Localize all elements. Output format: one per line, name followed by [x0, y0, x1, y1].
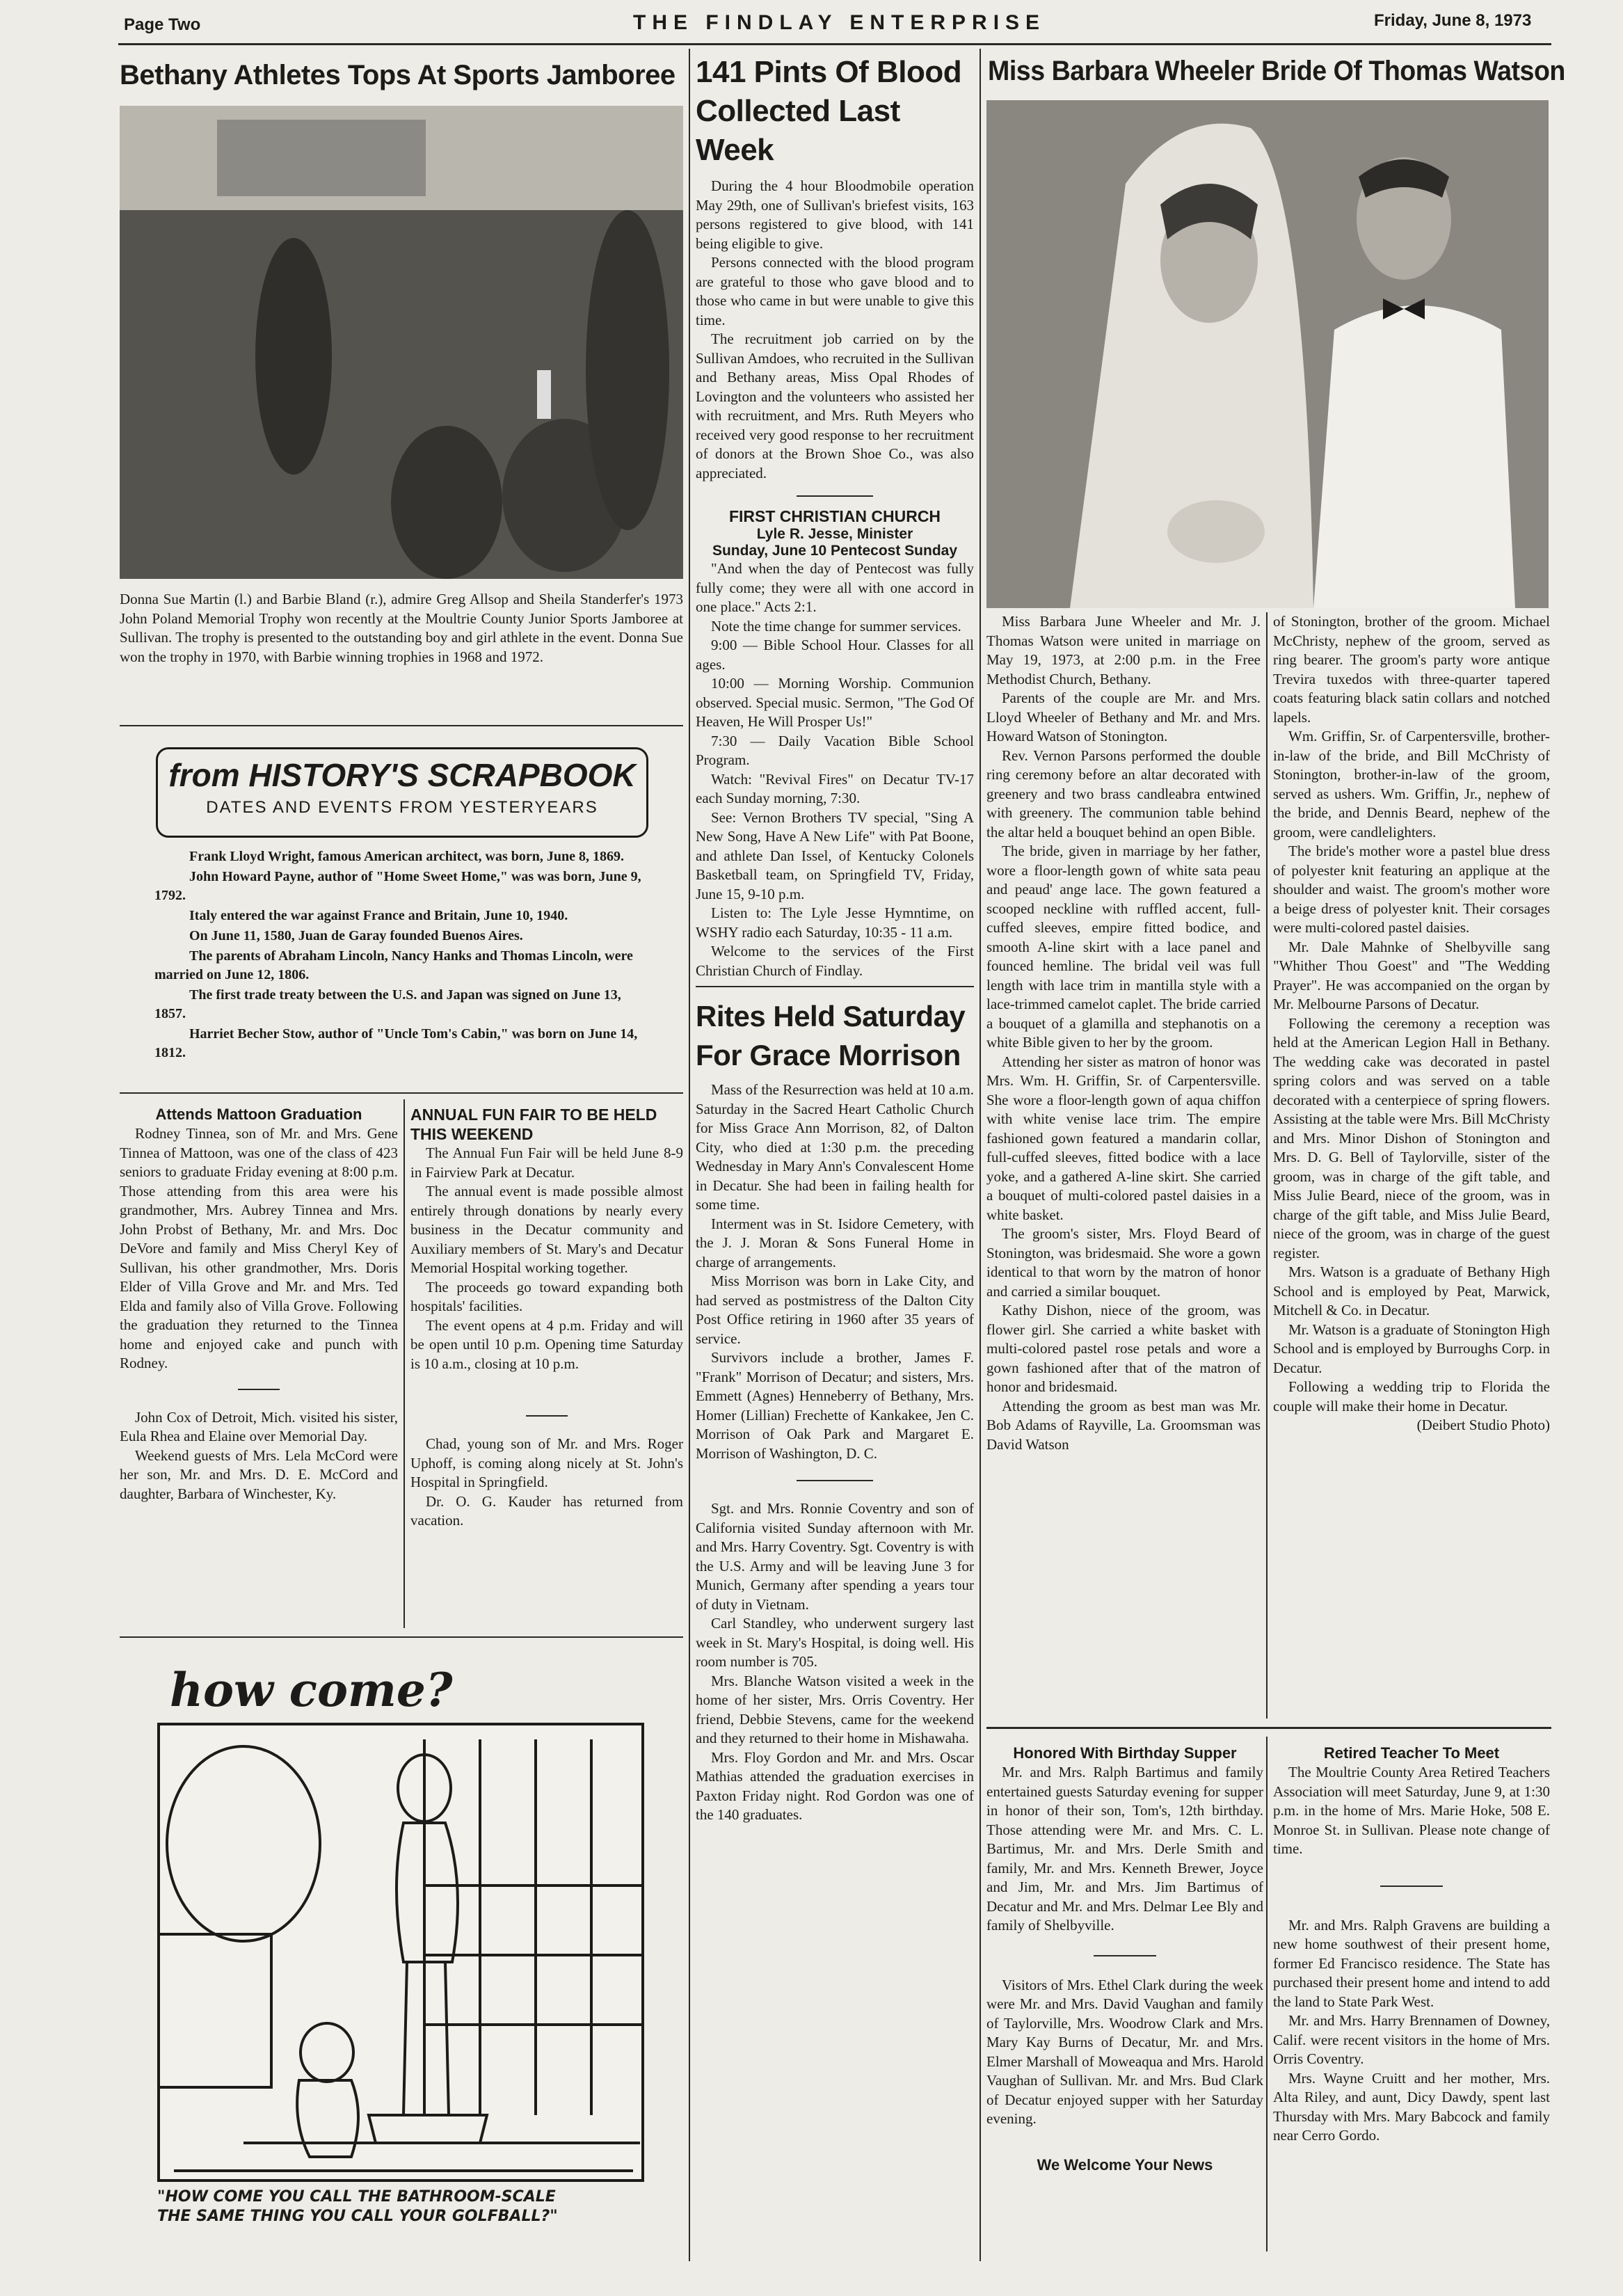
rites-headline-line: For Grace Morrison	[696, 1039, 961, 1071]
scrapbook-title: from HISTORY'S SCRAPBOOK	[168, 757, 636, 793]
cartoon-title: how come?	[170, 1663, 453, 1717]
scrapbook-box	[156, 747, 648, 838]
news-footer: We Welcome Your News	[1037, 2155, 1213, 2174]
wedding-column-2	[1273, 612, 1550, 1435]
cartoon-caption-line: "HOW COME YOU CALL THE BATHROOM-SCALE	[157, 2188, 556, 2206]
wedding-paragraph: Miss Barbara June Wheeler and Mr. J. Thomas Watson were united in marriage on May 19, 1973, at 2:00 p.m. in the Free Methodist Church, Bethany.	[986, 613, 1261, 687]
rites-paragraph: Sgt. and Mrs. Ronnie Coventry and son of California visited Sunday afternoon with Mr. and Mrs. Harry Coventry. Sgt. Coventry is with the U.S. Army and will be leaving June 3 for Munich, Germany after spending a years tour of duty in Vietnam.	[696, 1500, 974, 1613]
column-rule-small	[1266, 1737, 1268, 2251]
wedding-body-1	[986, 612, 1261, 1454]
mattoon-article	[120, 1105, 398, 1504]
scrapbook-list	[154, 847, 653, 1062]
birthday-more	[986, 1976, 1263, 2129]
scrapbook-item: John Howard Payne, author of "Home Sweet Home," was was born, June 9, 1792.	[154, 869, 641, 903]
teacher-paragraph: Mrs. Wayne Cruitt and her mother, Mrs. Alta Riley, and aunt, Dicy Dawdy, spent last Thursday with Mrs. Mary Babcock and family near Cerro Gordo.	[1273, 2069, 1550, 2144]
short-rule	[526, 1415, 568, 1417]
column-rule-small	[1266, 612, 1268, 1719]
section-rule	[120, 1092, 683, 1094]
church-paragraph: 9:00 — Bible School Hour. Classes for all ages.	[696, 637, 974, 673]
blood-paragraph: The recruitment job carried on by the Sullivan Amdoes, who recruited in the Sullivan and Bethany areas, Miss Opal Rhodes of Lovington and the volunteers who assisted her with recruitment, and Mrs. Ruth Meyers who received very good response to her recruitment of donors at the Brown Shoe Co., was also appreciated.	[696, 330, 974, 481]
church-minister: Lyle R. Jesse, Minister	[756, 526, 913, 542]
rites-more	[696, 1499, 974, 1825]
teacher-article	[1273, 1744, 1550, 2146]
blood-headline-line: 141 Pints Of Blood	[696, 55, 962, 89]
rites-paragraph: Mrs. Floy Gordon and Mr. and Mrs. Oscar Mathias attended the graduation exercises in Paxton Friday night. Rod Gordon was one of the 140 graduates.	[696, 1748, 974, 1823]
blood-body	[696, 177, 974, 483]
short-rule	[1380, 1886, 1443, 1887]
teacher-paragraph: Mr. and Mrs. Harry Brennamen of Downey, Calif. were recent visitors in the home of Mrs. Orris Coventry.	[1273, 2012, 1550, 2067]
wedding-body-2	[1273, 612, 1550, 1416]
church-paragraph: Note the time change for summer services.	[711, 617, 961, 635]
funfair-paragraph: The proceeds go toward expanding both hospitals' facilities.	[410, 1278, 683, 1314]
rites-paragraph: Mass of the Resurrection was held at 10 a.m. Saturday in the Sacred Heart Catholic Church for Miss Grace Ann Morrison, 82, of Dalton City, who died at 1:30 p.m. the preceding Wednesday in Mary Ann's Convalescent Home in Decatur. She had been in failing health for some time.	[696, 1081, 974, 1213]
wedding-column-1	[986, 612, 1261, 1454]
sports-caption: Donna Sue Martin (l.) and Barbie Bland (r.), admire Greg Allsop and Sheila Standerfer's 1973 John Poland Memorial Trophy won recently at the Moultrie County Junior Sports Jamboree at Sullivan. The trophy is presented to the outstanding boy and girl athlete in the event. Donna Sue won the trophy in 1970, with Barbie winning trophies in 1968 and 1972.	[120, 591, 683, 665]
rites-paragraph: Miss Morrison was born in Lake City, and had served as postmistress of the Dalton City Post Office retiring in 1960 after 35 years of service.	[696, 1273, 974, 1347]
wedding-photo-image	[986, 100, 1549, 608]
wedding-paragraph: Rev. Vernon Parsons performed the double ring ceremony before an altar decorated with greenery and two brass candleabra entwined with greenery. The communion table behind the altar held a bouquet behind an open Bible.	[986, 747, 1261, 840]
wedding-paragraph: Mr. Watson is a graduate of Stonington High School and is employed by Burroughs Corp. in Decatur.	[1273, 1321, 1550, 1376]
funfair-paragraph: The event opens at 4 p.m. Friday and will be open until 10 p.m. Opening time Saturday is 10 a.m., closing at 10 p.m.	[410, 1316, 683, 1372]
wedding-photo-credit: (Deibert Studio Photo)	[1416, 1417, 1550, 1433]
blood-paragraph: During the 4 hour Bloodmobile operation May 29th, one of Sullivan's briefest visits, 163 persons registered to give blood, with 141 being eligible to give.	[696, 177, 974, 252]
cartoon-panel	[157, 1723, 644, 2182]
rites-body	[696, 1081, 974, 1463]
rites-paragraph: Interment was in St. Isidore Cemetery, with the J. J. Moran & Sons Funeral Home in charge of arrangements.	[696, 1215, 974, 1270]
wedding-paragraph: Wm. Griffin, Sr. of Carpentersville, brother-in-law of the bride, and Bill McChristy of Stonington, brother-in-law of the groom, served as ushers. Wm. Griffin, Jr., nephew of the bride, and Dennis Beard, nephew of the groom, were candlelighters.	[1273, 728, 1550, 840]
church-heading: FIRST CHRISTIAN CHURCH	[728, 507, 941, 525]
page-label: Page Two	[124, 15, 201, 34]
scrapbook-item: Harriet Becher Stow, author of "Uncle Tom's Cabin," was born on June 14, 1812.	[154, 1026, 638, 1060]
cartoon-caption-line: THE SAME THING YOU CALL YOUR GOLFBALL?"	[157, 2208, 558, 2225]
masthead-rule	[118, 43, 1551, 45]
rites-headline	[696, 997, 974, 1075]
paper-name: THE FINDLAY ENTERPRISE	[633, 11, 1046, 34]
birthday-body	[986, 1763, 1263, 1936]
cartoon-caption	[157, 2187, 658, 2226]
church-date: Sunday, June 10 Pentecost Sunday	[712, 543, 958, 559]
teacher-paragraph: The Moultrie County Area Retired Teachers Association will meet Saturday, June 9, at 1:30 p.m. in the home of Mrs. Marie Hoke, 508 E. Monroe St. in Sullivan. Please note change of time.	[1273, 1764, 1550, 1857]
wedding-paragraph: Following the ceremony a reception was held at the American Legion Hall in Bethany. The wedding cake was decorated in pastel spring colors and was served on a table decorated with a centerpiece of spring flowers. Assisting at the table were Mrs. Bill McChristy and Mrs. Minor Dishon of Stonington and Mrs. D. G. Bell of Taylorville, sister of the groom, was in charge of the gift table, and Miss Julie Beard, niece of the groom, was in charge of the gift table, and Miss Julie Beard, niece of the groom, was in charge of the guest register.	[1273, 1014, 1550, 1261]
section-rule	[120, 725, 683, 726]
mattoon-heading: Attends Mattoon Graduation	[155, 1106, 362, 1123]
funfair-article	[410, 1105, 683, 1531]
birthday-heading: Honored With Birthday Supper	[1013, 1744, 1237, 1762]
wedding-paragraph: The groom's sister, Mrs. Floyd Beard of Stonington, was bridesmaid. She wore a gown identical to that worn by the matron of honor and carried a similar bouquet.	[986, 1225, 1261, 1300]
wedding-paragraph: Mr. Dale Mahnke of Shelbyville sang "Whither Thou Goest" and "The Wedding Prayer". He was accompanied on the organ by Mr. Melbourne Parsons of Decatur.	[1273, 938, 1550, 1012]
church-paragraph: See: Vernon Brothers TV special, "Sing A New Song, Have A New Life" with Pat Boone, and athlete Dan Issel, of Kentucky Colonels Basketball team, on Springfield TV, Friday, June 15, 9-10 p.m.	[696, 808, 974, 902]
teacher-paragraph: Mr. and Mrs. Ralph Gravens are building a new home southwest of their present home, former Ed Francisco residence. The State has purchased their present home and intend to add the land to State Park West.	[1273, 1916, 1550, 2010]
funfair-paragraph: Dr. O. G. Kauder has returned from vacation.	[410, 1492, 683, 1529]
scrapbook-subtitle: DATES AND EVENTS FROM YESTERYEARS	[206, 798, 598, 817]
birthday-paragraph: Mr. and Mrs. Ralph Bartimus and family entertained guests Saturday evening for supper in honor of their son, Tom's, 12th birthday. Those attending were Mr. and Mrs. C. L. Bartimus, Mr. and Mrs. Derle Smith and family, Mr. and Mrs. Kenneth Brewer, Joyce and Jim, Mr. and Mrs. Jim Bartimus of Decatur and Mr. and Mrs. Delmar Lee Bly and family of Shelbyville.	[986, 1764, 1263, 1934]
rites-headline-line: Rites Held Saturday	[696, 1000, 966, 1033]
sports-headline: Bethany Athletes Tops At Sports Jamboree	[120, 60, 675, 90]
section-rule	[120, 1636, 683, 1638]
short-rule	[797, 495, 873, 497]
short-rule	[797, 1480, 873, 1481]
funfair-more	[410, 1435, 683, 1531]
wedding-photo	[986, 100, 1549, 608]
church-paragraph: Welcome to the services of the First Christian Church of Findlay.	[696, 943, 974, 979]
section-rule	[696, 986, 974, 987]
column-rule-small	[403, 1099, 405, 1628]
funfair-paragraph: The Annual Fun Fair will be held June 8-9 in Fairview Park at Decatur.	[410, 1145, 683, 1181]
sports-photo-image	[120, 106, 683, 579]
wedding-paragraph: The bride, given in marriage by her father, wore a floor-length gown of white sata peau and peaud' ange lace. The gown featured a scooped neckline with ruffled accent, full-cuffed sleeves, empire fitted bodice, and smooth A-line skirt with a lace panel and founced hemline. The bridal veil was full length with lace trim in mantilla style with a lace-trimmed camelot caplet. The bride carried a bouquet of a glamilla and stephanotis on a white Bible given to her by the groom.	[986, 843, 1261, 1051]
rites-paragraph: Carl Standley, who underwent surgery last week in St. Mary's Hospital, is doing well. His room number is 705.	[696, 1615, 974, 1670]
blood-article	[696, 53, 974, 1825]
scrapbook-item: Frank Lloyd Wright, famous American architect, was born, June 8, 1869.	[189, 849, 625, 864]
church-body	[696, 559, 974, 980]
wedding-headline: Miss Barbara Wheeler Bride Of Thomas Watson	[988, 56, 1565, 86]
wedding-paragraph: The bride's mother wore a pastel blue dress of polyester knit featuring an applique at the shoulder and waist. The groom's mother wore a beige dress of polyester knit. Their corsages were multi-colored pastel daisies.	[1273, 843, 1550, 936]
rites-paragraph: Survivors include a brother, James F. "Frank" Morrison of Decatur; and sisters, Mrs. Emmett (Agnes) Henneberry of Bethany, Mrs. Homer (Lillian) Frechette of Kankakee, Jen C. Morrison of Oak Park and Margaret E. Morrison of Washington, D. C.	[696, 1349, 974, 1462]
blood-headline-line: Collected Last Week	[696, 94, 900, 167]
short-rule	[1094, 1955, 1156, 1956]
funfair-heading: ANNUAL FUN FAIR TO BE HELD THIS WEEKEND	[410, 1106, 657, 1143]
church-paragraph: 7:30 — Daily Vacation Bible School Program.	[696, 732, 974, 768]
scrapbook-item: The parents of Abraham Lincoln, Nancy Hanks and Thomas Lincoln, were married on June 12, 1806.	[154, 948, 633, 982]
wedding-paragraph: Following a wedding trip to Florida the couple will make their home in Decatur.	[1273, 1378, 1550, 1414]
church-paragraph: Watch: "Revival Fires" on Decatur TV-17 each Sunday morning, 7:30.	[696, 770, 974, 806]
church-paragraph: "And when the day of Pentecost was fully fully come; they were all with one accord in one place." Acts 2:1.	[696, 560, 974, 615]
scrapbook-item: Italy entered the war against France and Britain, June 10, 1940.	[189, 908, 568, 923]
church-paragraph: 10:00 — Morning Worship. Communion observed. Special music. Sermon, "The God Of Heaven, He Will Prosper Us!"	[696, 675, 974, 730]
funfair-paragraph: The annual event is made possible almost entirely through donations by nearly every business in the Decatur community and Auxiliary members of St. Mary's and Decatur Memorial Hospital working together.	[410, 1183, 683, 1276]
mattoon-more	[120, 1408, 398, 1504]
wedding-paragraph: Kathy Dishon, niece of the groom, was flower girl. She carried a white basket with multi-colored pastel rose petals and wore a gown fashioned after that of the matron of honor and bridesmaid.	[986, 1302, 1261, 1395]
funfair-paragraph: Chad, young son of Mr. and Mrs. Roger Uphoff, is coming along nicely at St. John's Hospital in Springfield.	[410, 1435, 683, 1490]
teacher-body	[1273, 1763, 1550, 1859]
mattoon-paragraph: John Cox of Detroit, Mich. visited his sister, Eula Rhea and Elaine over Memorial Day.	[120, 1408, 398, 1444]
rites-paragraph: Mrs. Blanche Watson visited a week in the home of her sister, Mrs. Orris Coventry. Her friend, Debbie Stevens, came for the weekend and they returned to their home in Mishawaha.	[696, 1672, 974, 1746]
wedding-paragraph: Attending the groom as best man was Mr. Bob Adams of Rayville, La. Groomsman was David Watson	[986, 1397, 1261, 1453]
wedding-paragraph: of Stonington, brother of the groom. Michael McChristy, nephew of the groom, served as ring bearer. The groom's party wore antique Trevira tuxedos with three-quarter tapered coats featuring black satin collars and notched lapels.	[1273, 613, 1550, 726]
blood-paragraph: Persons connected with the blood program are grateful to those who gave blood and to those who came in but were unable to give this time.	[696, 254, 974, 328]
column-rule	[689, 49, 690, 2261]
column-rule	[980, 49, 981, 2261]
birthday-paragraph: Visitors of Mrs. Ethel Clark during the week were Mr. and Mrs. David Vaughan and family of Taylorville, Mrs. Woodrow Clark and Mrs. Mary Kay Burns of Decatur, Mr. and Mrs. Elmer Marshall of Moweaqua and Mrs. Harold Vaughan of Sullivan. Mr. and Mrs. Bud Clark of Decatur enjoyed supper with her Saturday evening.	[986, 1976, 1263, 2127]
church-paragraph: Listen to: The Lyle Jesse Hymntime, on WSHY radio each Saturday, 10:35 - 11 a.m.	[696, 904, 974, 941]
short-rule	[238, 1389, 280, 1390]
mattoon-paragraph: Rodney Tinnea, son of Mr. and Mrs. Gene Tinnea of Mattoon, was one of the class of 423 seniors to graduate Friday evening at 8:00 p.m. Those attending from this area were his grandmother, Mrs. Aubrey Tinnea and Mrs. John Probst of Bethany, Mr. and Mrs. Doc DeVore and family and Miss Cheryl Key of Sullivan, his other grandmother, Mrs. Doris Elder of Villa Grove and Mr. and Mrs. Ted Elda and family also of Villa Grove. Following the graduation they returned to the Tinnea home and enjoyed cake and punch with Rodney.	[120, 1125, 398, 1371]
scrapbook-item: The first trade treaty between the U.S. and Japan was signed on June 13, 1857.	[154, 987, 621, 1021]
issue-date: Friday, June 8, 1973	[1374, 11, 1532, 30]
blood-headline	[696, 53, 974, 170]
wedding-paragraph: Attending her sister as matron of honor was Mrs. Wm. H. Griffin, Sr. of Carpentersville. She wore a floor-length gown of aqua chiffon with white venise lace trim. The empire fashioned gown featured a mandarin collar, full-cuffed sleeves, fitted bodice with a lace yoke, and a gathered A-line skirt. She carried a bouquet of multi-colored pastel daisies in a white basket.	[986, 1053, 1261, 1223]
cartoon-drawing	[160, 1725, 641, 2179]
sports-photo	[120, 106, 683, 579]
teacher-heading: Retired Teacher To Meet	[1323, 1744, 1500, 1762]
scrapbook-item: On June 11, 1580, Juan de Garay founded Buenos Aires.	[189, 928, 523, 943]
wedding-paragraph: Mrs. Watson is a graduate of Bethany High School and is employed by Peat, Marwick, Mitchell & Co. in Decatur.	[1273, 1263, 1550, 1318]
mattoon-paragraph: Weekend guests of Mrs. Lela McCord were her son, Mr. and Mrs. D. E. McCord and daughter, Barbara of Winchester, Ky.	[120, 1446, 398, 1502]
mattoon-body	[120, 1124, 398, 1373]
wedding-paragraph: Parents of the couple are Mr. and Mrs. Lloyd Wheeler of Bethany and Mr. and Mrs. Howard Watson of Stonington.	[986, 689, 1261, 744]
section-rule	[986, 1727, 1551, 1729]
teacher-more	[1273, 1916, 1550, 2146]
funfair-body	[410, 1144, 683, 1373]
birthday-article	[986, 1744, 1263, 2175]
